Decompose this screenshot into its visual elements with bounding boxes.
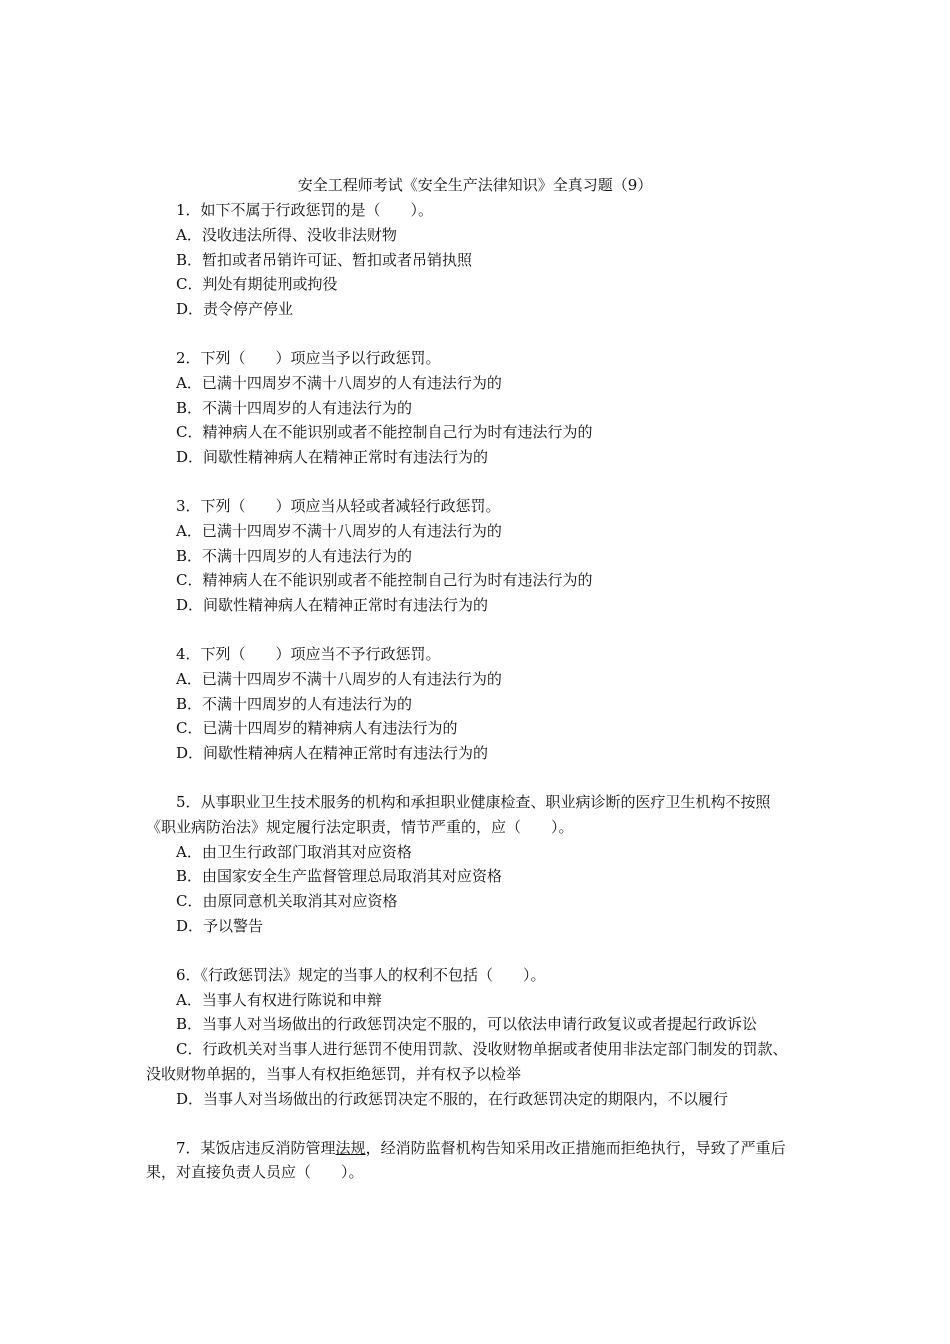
option-c: C．由原同意机关取消其对应资格 [176, 892, 398, 911]
question-3 [146, 494, 796, 618]
question-6 [146, 963, 796, 1112]
stem-text-after: ，经消防监督机构告知采用改正措施而拒绝执行，导致了严重后果，对直接负责人员应（ ）。 [146, 1138, 786, 1182]
option-c: C．行政机关对当事人进行惩罚不使用罚款、没收财物单据或者使用非法定部门制发的罚款、没收财物单据的，当事人有权拒绝惩罚，并有权予以检举 [146, 1040, 788, 1083]
option-c: C．精神病人在不能识别或者不能控制自己行为时有违法行为的 [176, 571, 593, 590]
option-d: D．间歇性精神病人在精神正常时有违法行为的 [176, 448, 489, 467]
question-stem: 3．下列（ ）项应当从轻或者减轻行政惩罚。 [176, 496, 501, 515]
option-a: A．没收违法所得、没收非法财物 [176, 225, 397, 244]
question-stem: 5．从事职业卫生技术服务的机构和承担职业健康检查、职业病诊断的医疗卫生机构不按照《职业病防治法》规定履行法定职责，情节严重的，应（ ）。 [146, 792, 771, 836]
question-stem: 6．《行政惩罚法》规定的当事人的权利不包括（ ）。 [176, 965, 546, 984]
option-b: B．暂扣或者吊销许可证、暂扣或者吊销执照 [176, 250, 473, 269]
question-stem: 4．下列（ ）项应当不予行政惩罚。 [176, 644, 441, 663]
question-1 [146, 198, 796, 322]
option-d: D．当事人对当场做出的行政惩罚决定不服的，在行政惩罚决定的期限内，不以履行 [176, 1089, 729, 1108]
regulations-link[interactable]: 法规 [335, 1138, 366, 1157]
option-d: D．予以警告 [176, 916, 264, 935]
question-stem: 2．下列（ ）项应当予以行政惩罚。 [176, 348, 441, 367]
option-d: D．责令停产停业 [176, 300, 294, 319]
option-a: A．已满十四周岁不满十八周岁的人有违法行为的 [176, 521, 502, 540]
question-2 [146, 346, 796, 470]
option-c: C．已满十四周岁的精神病人有违法行为的 [176, 719, 458, 738]
option-a: A．当事人有权进行陈说和申辩 [176, 990, 382, 1009]
question-7 [146, 1136, 796, 1186]
option-d: D．间歇性精神病人在精神正常时有违法行为的 [176, 596, 489, 615]
option-b: B．不满十四周岁的人有违法行为的 [176, 398, 413, 417]
option-b: B．当事人对当场做出的行政惩罚决定不服的，可以依法申请行政复议或者提起行政诉讼 [176, 1015, 758, 1034]
option-a: A．已满十四周岁不满十八周岁的人有违法行为的 [176, 373, 502, 392]
option-b: B．不满十四周岁的人有违法行为的 [176, 694, 413, 713]
question-stem: 1．如下不属于行政惩罚的是（ ）。 [176, 201, 434, 219]
option-b: B．由国家安全生产监督管理总局取消其对应资格 [176, 867, 503, 886]
option-a: A．已满十四周岁不满十八周岁的人有违法行为的 [176, 669, 502, 688]
question-4 [146, 642, 796, 766]
option-d: D．间歇性精神病人在精神正常时有违法行为的 [176, 744, 489, 763]
question-5 [146, 790, 796, 939]
stem-text-before: 7．某饭店违反消防管理 [176, 1138, 336, 1157]
question-list [146, 198, 796, 1209]
option-c: C．精神病人在不能识别或者不能控制自己行为时有违法行为的 [176, 423, 593, 442]
option-b: B．不满十四周岁的人有违法行为的 [176, 546, 413, 565]
option-c: C．判处有期徒刑或拘役 [176, 275, 338, 294]
option-a: A．由卫生行政部门取消其对应资格 [176, 842, 412, 861]
question-stem [146, 1136, 796, 1186]
document-title: 安全工程师考试《安全生产法律知识》全真习题（9） [297, 176, 653, 194]
